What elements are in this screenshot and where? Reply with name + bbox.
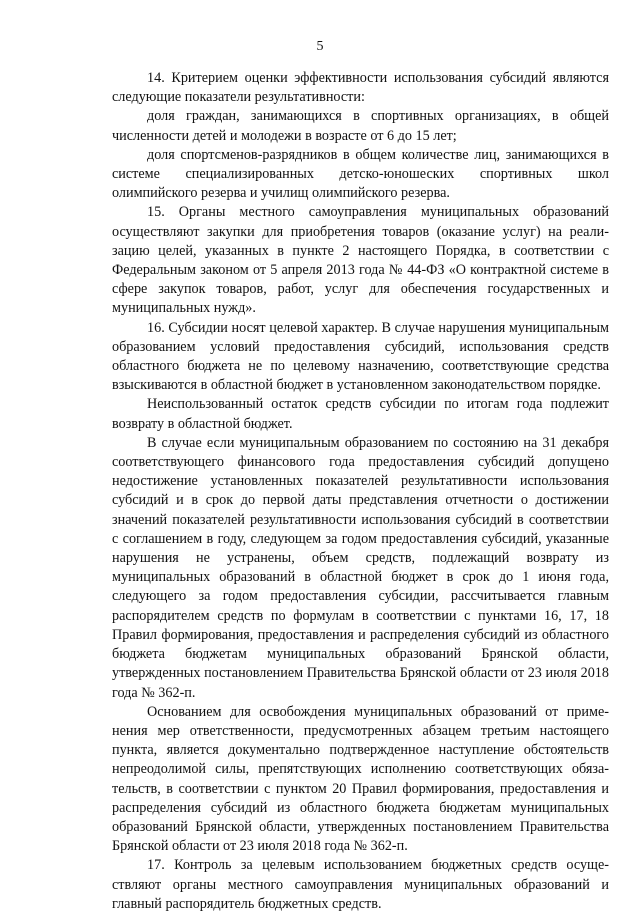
page-number: 5 bbox=[316, 39, 324, 54]
paragraph-unused-balance: Неиспользованный остаток средств субсидии по итогам года подлежит возврату в областной бюджет. bbox=[112, 396, 609, 432]
paragraph-non-achievement: В случае если муниципальным образованием по состоянию на 31 декабря соответствующего финансового года предоставления субсидий допущено недостижение установленных показателей результативности использования субсидий и в срок до первой даты представления отчетности о достижении значений показателей результативности использования субсидий в соответствии с соглашением в году, следующем за годом предоставления субсидий, указанные нарушения не устранены, объем средств, подлежащий возврату из муниципальных образований в областной бюджет в срок до 1 июня года, следующего за годом предоставления субсидии, рассчитывается главным распорядителем средств по формулам в соответствии с пунктами 16, 17, 18 Правил формирования, предоставления и распределения субсидий из областного бюджета бюджетам муниципальных образований Брянской области, утвержденных постановлением Правительства Брянской области от 23 июля 2018 года № 362-п. bbox=[112, 434, 609, 701]
paragraph-16: 16. Субсидии носят целевой характер. В случае нарушения муниципальным образованием условий предоставления субсидий, использования средств областного бюджета не по целевому назначению, соответствующие средства взыскиваются в областной бюджет в установленном законодательством порядке. bbox=[112, 319, 609, 394]
paragraph-exemption: Основанием для освобождения муниципальных образований от применения мер ответственности, предусмотренных абзацем третьим настоящего пункта, является документально подтвержденное наступление обстоятельств непреодолимой силы, препятствующих исполнению соответствующих обязательств, в соответствии с пунктом 20 Правил формирования, предоставления и распределения субсидий из областного бюджета бюджетам муниципальных образований Брянской области, утвержденных постановлением Правительства Брянской области от 23 июля 2018 года № 362-п. bbox=[112, 703, 609, 855]
paragraph-15: 15. Органы местного самоуправления муниципальных образований осуществляют закупки для приобретения товаров (оказание услуг) на реализацию целей, указанных в пункте 2 настоящего Порядка, в соответствии с Федеральным законом от 5 апреля 2013 года № 44-ФЗ «О контрактной системе в сфере закупок товаров, работ, услуг для обеспечения государственных и муниципальных нужд». bbox=[112, 204, 609, 317]
paragraph-indicator-1: доля граждан, занимающихся в спортивных организациях, в общей численности детей и молодежи в возрасте от 6 до 15 лет; bbox=[112, 108, 609, 144]
paragraph-17: 17. Контроль за целевым использованием бюджетных средств осуществляют органы местного самоуправления муниципальных образований и главный распорядитель бюджетных средств. bbox=[112, 857, 609, 912]
paragraph-indicator-2: доля спортсменов-разрядников в общем количестве лиц, занимающихся в системе специализированных детско-юношеских спортивных школ олимпийского резерва и училищ олимпийского резерва. bbox=[112, 146, 609, 202]
document-body bbox=[112, 69, 609, 914]
paragraph-14: 14. Критерием оценки эффективности использования субсидий являются следующие показатели результативности: bbox=[112, 70, 609, 106]
